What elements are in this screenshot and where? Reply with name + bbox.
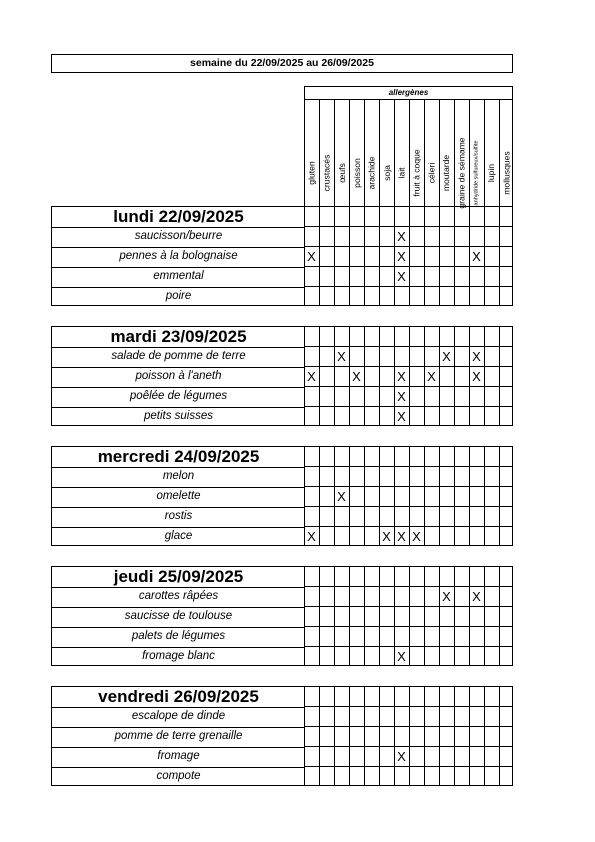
day-block bbox=[51, 566, 305, 666]
dish-name: glace bbox=[164, 530, 193, 542]
allergen-mark: X bbox=[397, 229, 406, 244]
grid-column-line bbox=[409, 567, 410, 665]
grid-row-line bbox=[305, 266, 512, 267]
grid-row-line bbox=[305, 726, 512, 727]
grid-column-line bbox=[484, 327, 485, 425]
dish-name: saucisse de toulouse bbox=[52, 607, 305, 628]
grid-column-line bbox=[349, 207, 350, 305]
allergen-mark: X bbox=[472, 369, 481, 384]
grid-row-line bbox=[305, 646, 512, 647]
grid-column-line bbox=[424, 447, 425, 545]
grid-column-line bbox=[364, 687, 365, 785]
allergen-label: poisson bbox=[351, 157, 362, 188]
grid-column-line bbox=[484, 207, 485, 305]
allergen-grid bbox=[304, 206, 513, 306]
allergen-column-divider bbox=[379, 100, 380, 206]
grid-column-line bbox=[469, 447, 470, 545]
allergen-name bbox=[469, 140, 484, 205]
allergen-mark: X bbox=[442, 589, 451, 604]
allergen-label: gluten bbox=[306, 160, 317, 185]
grid-column-line bbox=[469, 687, 470, 785]
allergen-mark: X bbox=[307, 249, 316, 264]
grid-row-line bbox=[305, 586, 512, 587]
allergen-name bbox=[424, 162, 439, 183]
allergen-mark: X bbox=[472, 349, 481, 364]
allergen-mark: X bbox=[397, 369, 406, 384]
dish-name: fromage blanc bbox=[142, 650, 215, 662]
grid-column-line bbox=[319, 567, 320, 665]
grid-column-line bbox=[484, 687, 485, 785]
day-block bbox=[51, 326, 305, 426]
grid-row-line bbox=[305, 286, 512, 287]
allergen-mark: X bbox=[472, 589, 481, 604]
grid-column-line bbox=[364, 567, 365, 665]
grid-row-line bbox=[305, 246, 512, 247]
dish-name: fromage bbox=[52, 747, 305, 768]
allergen-column-divider bbox=[484, 100, 485, 206]
allergen-mark: X bbox=[337, 489, 346, 504]
allergen-column-divider bbox=[349, 100, 350, 206]
allergen-name bbox=[454, 136, 469, 209]
allergen-label: œufs bbox=[336, 162, 347, 183]
grid-row-line bbox=[305, 486, 512, 487]
grid-column-line bbox=[319, 327, 320, 425]
allergen-label: arachide bbox=[366, 156, 377, 189]
allergen-grid bbox=[304, 686, 513, 786]
grid-row-line bbox=[305, 366, 512, 367]
allergen-mark: X bbox=[337, 349, 346, 364]
allergen-mark: X bbox=[307, 369, 316, 384]
grid-column-line bbox=[379, 327, 380, 425]
allergen-column-divider bbox=[454, 100, 455, 206]
day-title: mercredi 24/09/2025 bbox=[52, 447, 305, 468]
grid-row-line bbox=[305, 506, 512, 507]
grid-column-line bbox=[499, 447, 500, 545]
grid-column-line bbox=[349, 567, 350, 665]
allergen-label: anhydride sulfureux/sulfite bbox=[473, 140, 480, 205]
allergen-label: céleri bbox=[426, 162, 437, 183]
grid-column-line bbox=[499, 207, 500, 305]
allergen-mark: X bbox=[307, 529, 316, 544]
grid-column-line bbox=[334, 687, 335, 785]
allergen-grid bbox=[304, 326, 513, 426]
dish-name: saucisson/beurre bbox=[52, 227, 305, 248]
allergen-mark: X bbox=[397, 409, 406, 424]
grid-column-line bbox=[484, 567, 485, 665]
allergen-column-divider bbox=[439, 100, 440, 206]
grid-column-line bbox=[424, 207, 425, 305]
allergen-name bbox=[499, 150, 514, 195]
dish-name: petits suisses bbox=[143, 410, 214, 422]
grid-column-line bbox=[439, 447, 440, 545]
allergen-label: moutarde bbox=[441, 154, 452, 191]
allergen-label: lait bbox=[396, 167, 407, 178]
allergen-column-divider bbox=[424, 100, 425, 206]
dish-name: escalope de dinde bbox=[52, 707, 305, 728]
allergen-mark: X bbox=[442, 349, 451, 364]
dish-name: melon bbox=[52, 467, 305, 488]
grid-column-line bbox=[484, 447, 485, 545]
day-block bbox=[51, 446, 305, 546]
grid-column-line bbox=[334, 567, 335, 665]
allergen-header: allergènes bbox=[304, 86, 513, 100]
allergen-name bbox=[334, 162, 349, 183]
grid-column-line bbox=[454, 567, 455, 665]
grid-row-line bbox=[305, 346, 512, 347]
allergen-label: soja bbox=[381, 164, 392, 181]
week-title: semaine du 22/09/2025 au 26/09/2025 bbox=[51, 54, 513, 73]
allergen-grid bbox=[304, 446, 513, 546]
allergen-mark: X bbox=[397, 649, 406, 664]
allergen-name bbox=[484, 165, 499, 180]
allergen-label: mollusques bbox=[501, 150, 512, 195]
grid-column-line bbox=[439, 567, 440, 665]
dish-name: poire bbox=[165, 290, 192, 302]
allergen-label: graine de sémame bbox=[456, 136, 467, 209]
grid-column-line bbox=[379, 687, 380, 785]
grid-column-line bbox=[424, 687, 425, 785]
dish-name: salade de pomme de terre bbox=[52, 347, 305, 368]
grid-column-line bbox=[394, 687, 395, 785]
grid-row-line bbox=[305, 226, 512, 227]
grid-column-line bbox=[469, 567, 470, 665]
allergen-mark: X bbox=[382, 529, 391, 544]
allergen-name bbox=[364, 156, 379, 189]
grid-column-line bbox=[379, 567, 380, 665]
day-title: mardi 23/09/2025 bbox=[52, 327, 305, 348]
grid-column-line bbox=[409, 327, 410, 425]
grid-column-line bbox=[379, 207, 380, 305]
grid-column-line bbox=[454, 207, 455, 305]
allergen-name bbox=[349, 157, 364, 188]
allergen-name bbox=[409, 148, 424, 197]
allergen-label: lupin bbox=[486, 163, 497, 182]
grid-row-line bbox=[305, 406, 512, 407]
allergen-column-divider bbox=[334, 100, 335, 206]
day-block bbox=[51, 686, 305, 786]
allergen-column-headers bbox=[304, 100, 513, 209]
allergen-name bbox=[319, 154, 334, 191]
grid-column-line bbox=[364, 447, 365, 545]
dish-name: emmental bbox=[52, 267, 305, 288]
grid-column-line bbox=[424, 567, 425, 665]
dish-name: compote bbox=[156, 770, 201, 782]
allergen-mark: X bbox=[472, 249, 481, 264]
grid-row-line bbox=[305, 746, 512, 747]
dish-name: rostis bbox=[52, 507, 305, 528]
grid-row-line bbox=[305, 386, 512, 387]
dish-name: omelette bbox=[52, 487, 305, 508]
allergen-column-divider bbox=[394, 100, 395, 206]
dish-name: pomme de terre grenaille bbox=[52, 727, 305, 748]
grid-column-line bbox=[454, 687, 455, 785]
allergen-label: fruit à coque bbox=[411, 148, 422, 197]
allergen-mark: X bbox=[352, 369, 361, 384]
allergen-mark: X bbox=[397, 269, 406, 284]
grid-row-line bbox=[305, 706, 512, 707]
grid-column-line bbox=[409, 207, 410, 305]
dish-name: palets de légumes bbox=[52, 627, 305, 648]
allergen-name bbox=[439, 154, 454, 191]
day-block bbox=[51, 206, 305, 306]
grid-column-line bbox=[439, 327, 440, 425]
allergen-column-divider bbox=[499, 100, 500, 206]
grid-column-line bbox=[349, 687, 350, 785]
day-title: lundi 22/09/2025 bbox=[52, 207, 305, 228]
grid-column-line bbox=[439, 207, 440, 305]
grid-row-line bbox=[305, 626, 512, 627]
allergen-mark: X bbox=[427, 369, 436, 384]
grid-column-line bbox=[499, 327, 500, 425]
allergen-name bbox=[394, 165, 409, 180]
grid-column-line bbox=[409, 687, 410, 785]
allergen-name bbox=[304, 160, 319, 185]
grid-column-line bbox=[319, 447, 320, 545]
allergen-mark: X bbox=[397, 389, 406, 404]
allergen-column-divider bbox=[469, 100, 470, 206]
allergen-column-divider bbox=[364, 100, 365, 206]
grid-column-line bbox=[334, 207, 335, 305]
dish-name: poêlée de légumes bbox=[52, 387, 305, 408]
grid-row-line bbox=[305, 606, 512, 607]
grid-column-line bbox=[364, 327, 365, 425]
grid-column-line bbox=[499, 567, 500, 665]
allergen-grid bbox=[304, 566, 513, 666]
day-title: jeudi 25/09/2025 bbox=[52, 567, 305, 588]
grid-row-line bbox=[305, 766, 512, 767]
grid-column-line bbox=[319, 207, 320, 305]
grid-row-line bbox=[305, 466, 512, 467]
allergen-mark: X bbox=[412, 529, 421, 544]
allergen-label: crustacés bbox=[321, 154, 332, 191]
grid-row-line bbox=[305, 526, 512, 527]
allergen-mark: X bbox=[397, 529, 406, 544]
grid-column-line bbox=[454, 447, 455, 545]
allergen-column-divider bbox=[409, 100, 410, 206]
allergen-mark: X bbox=[397, 749, 406, 764]
grid-column-line bbox=[439, 687, 440, 785]
grid-column-line bbox=[334, 327, 335, 425]
grid-column-line bbox=[349, 447, 350, 545]
dish-name: poisson à l'aneth bbox=[52, 367, 305, 388]
allergen-column-divider bbox=[319, 100, 320, 206]
dish-name: pennes à la bolognaise bbox=[52, 247, 305, 268]
day-title: vendredi 26/09/2025 bbox=[52, 687, 305, 708]
allergen-name bbox=[379, 165, 394, 180]
grid-column-line bbox=[454, 327, 455, 425]
allergen-mark: X bbox=[397, 249, 406, 264]
grid-column-line bbox=[364, 207, 365, 305]
dish-name: carottes râpées bbox=[52, 587, 305, 608]
grid-column-line bbox=[319, 687, 320, 785]
grid-column-line bbox=[499, 687, 500, 785]
